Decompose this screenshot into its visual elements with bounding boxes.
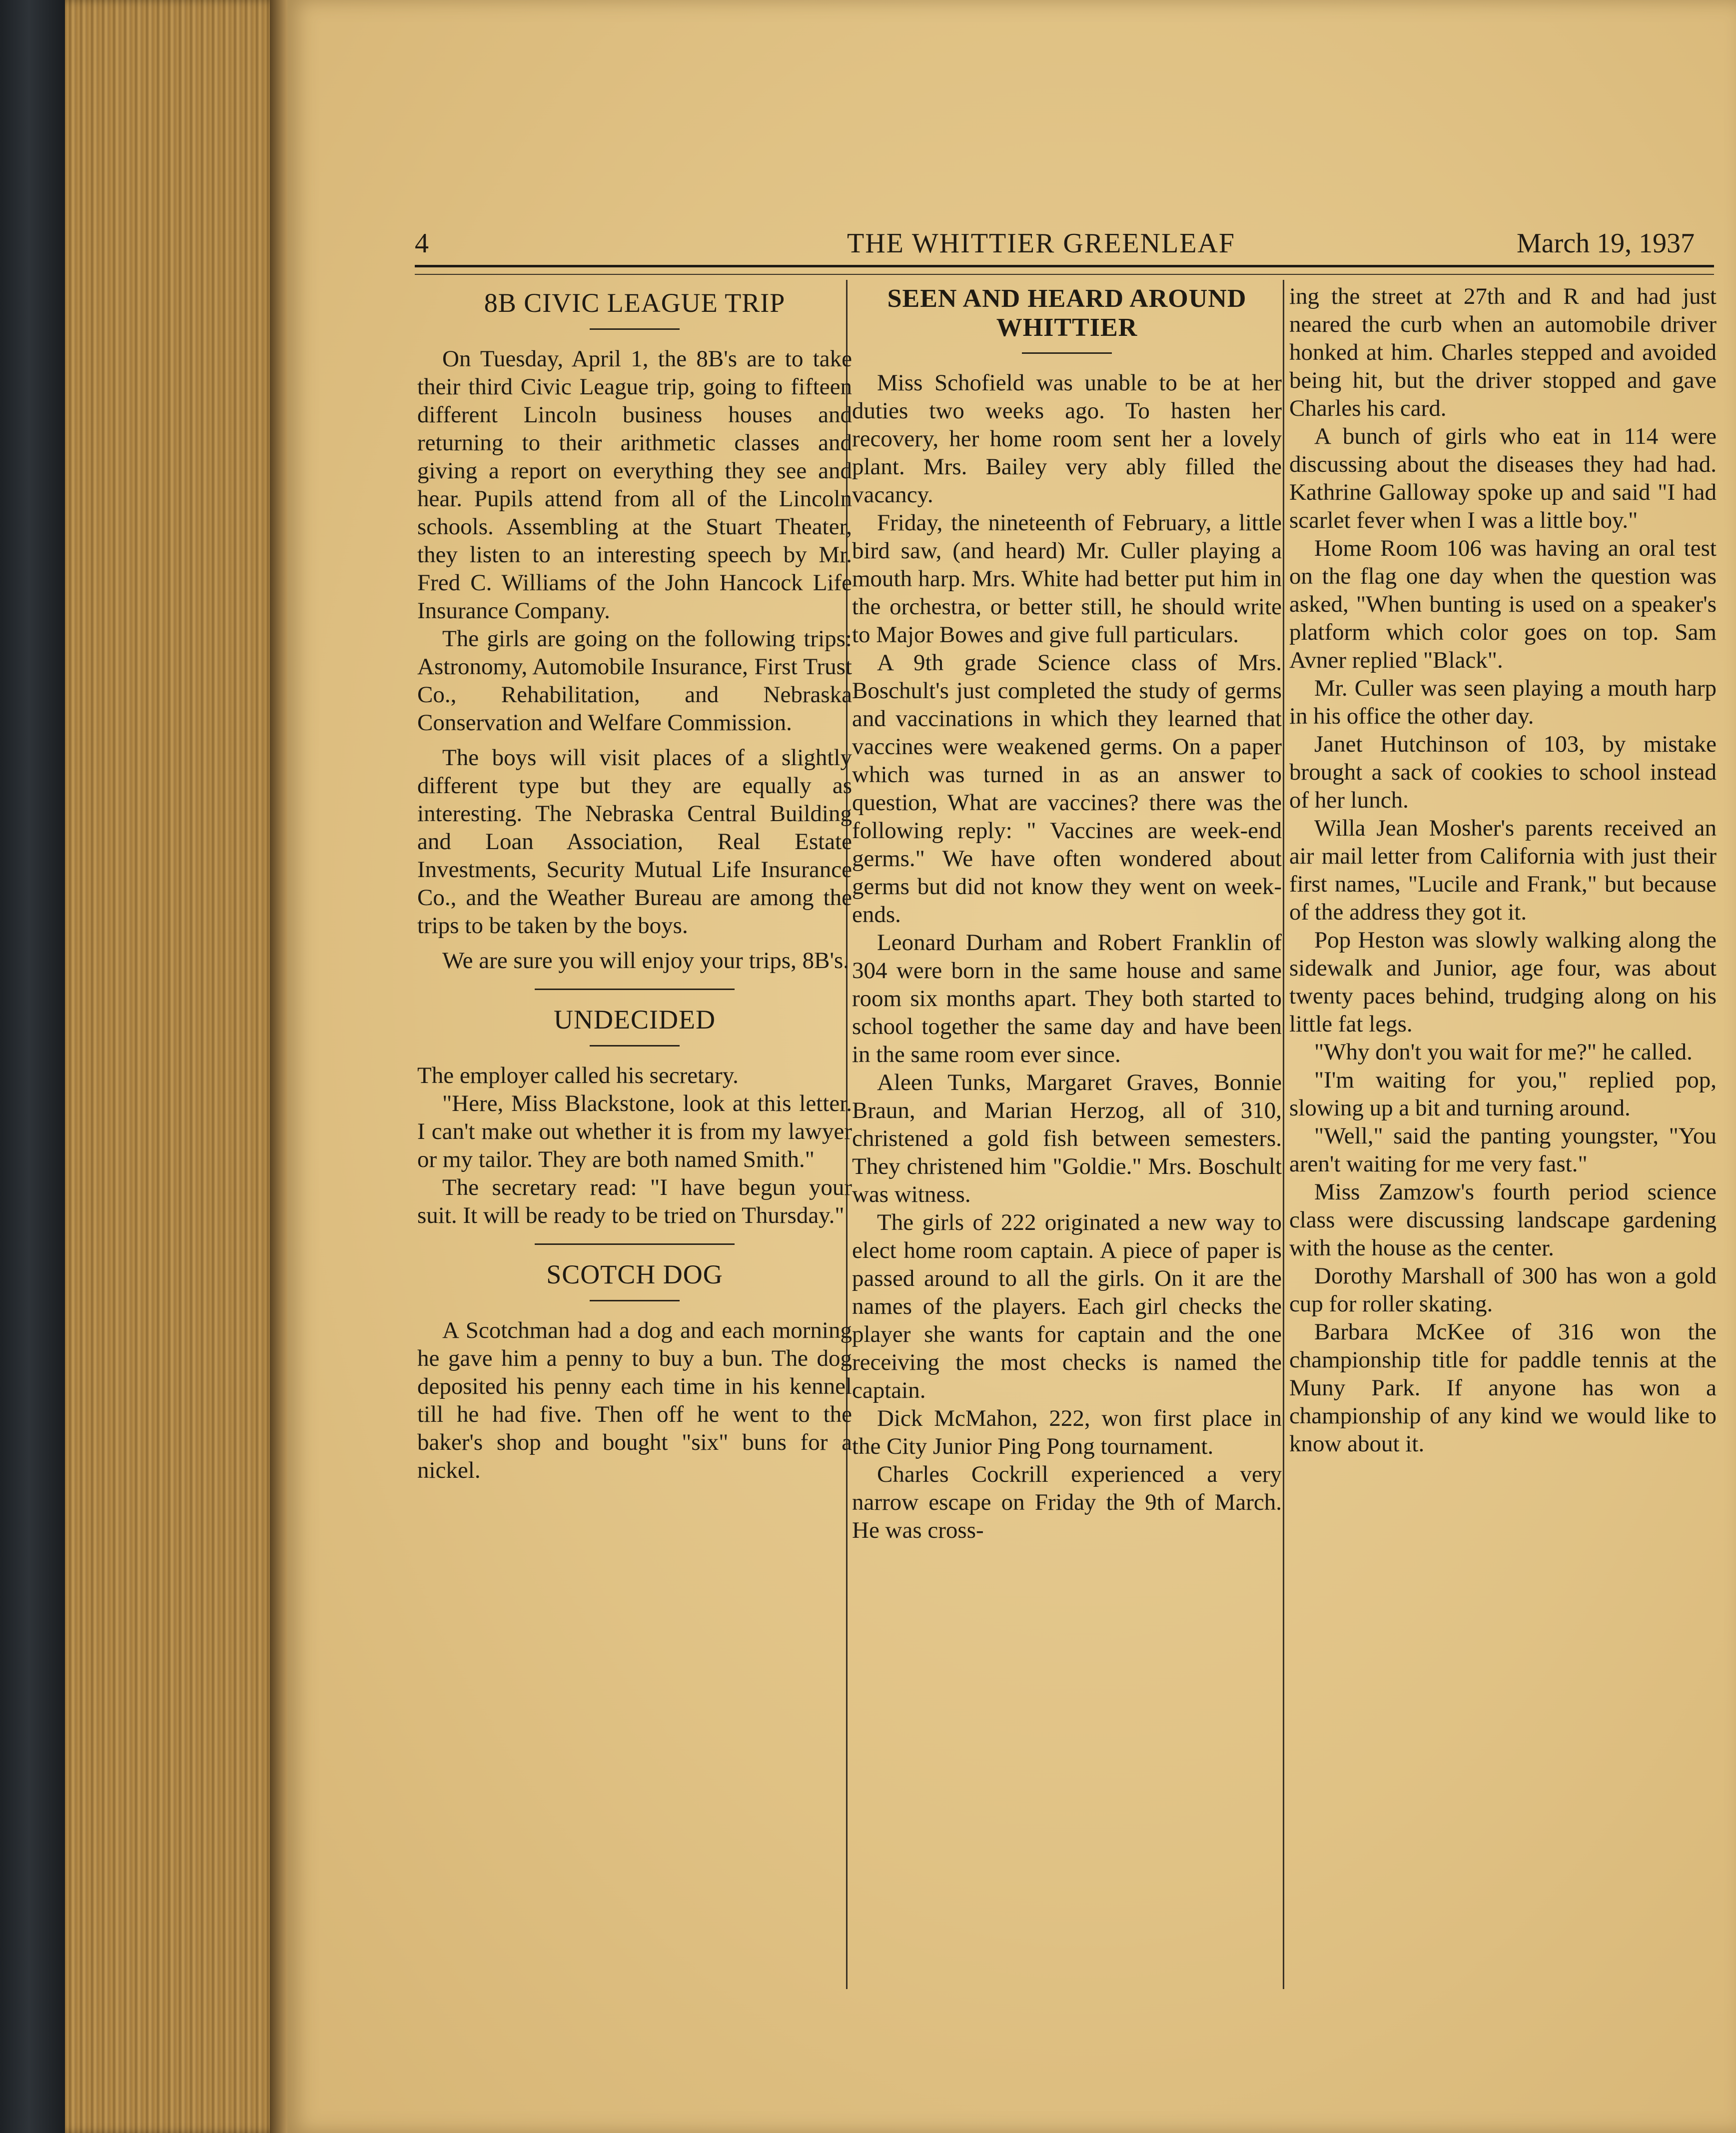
headline-rule: [590, 328, 680, 330]
article-paragraph: Dick McMahon, 222, won first place in the City Junior Ping Pong tournament.: [852, 1405, 1282, 1459]
issue-date: March 19, 1937: [1517, 228, 1695, 259]
headline-rule: [1022, 352, 1112, 354]
article-paragraph: On Tuesday, April 1, the 8B's are to take their third Civic League trip, going to fifteen different Lincoln business houses and returning to their arithmetic classes and giving a report on everything they see and hear. Pupils attend from all of the Lincoln schools. Assembling at the Stuart Theater, they listen to an interesting speech by Mr. Fred C. Williams of the John Hancock Life Insurance Company.: [417, 346, 852, 624]
column-3: [1289, 282, 1717, 1458]
column-separator-2: [1283, 280, 1284, 1989]
page-header: [415, 227, 1714, 267]
article-paragraph: "Why don't you wait for me?" he called.: [1314, 1039, 1693, 1065]
headline-rule: [590, 1300, 680, 1301]
page-stack-edges: [65, 0, 280, 2133]
article-continuation: ing the street at 27th and R and had just neared the curb when an automobile driver honked at him. Charles stepped and avoided being hit, but the driver stopped and gave Charles his card.: [1289, 283, 1717, 421]
headline-seen-and-heard: [852, 284, 1282, 342]
headline-civic-league: 8B CIVIC LEAGUE TRIP: [484, 288, 786, 318]
header-rule-thin: [415, 274, 1714, 275]
article-paragraph: Charles Cockrill experienced a very narrow escape on Friday the 9th of March. He was cross-: [852, 1461, 1282, 1543]
page-gutter: [270, 0, 290, 2133]
article-paragraph: Miss Zamzow's fourth period science class were discussing landscape gardening with the house as the center.: [1289, 1179, 1717, 1261]
article-paragraph: "I'm waiting for you," replied pop, slowing up a bit and turning around.: [1289, 1067, 1717, 1121]
article-paragraph: The boys will visit places of a slightly different type but they are equally as interesting. The Nebraska Central Building and Loan Association, Real Estate Investments, Security Mutual Life Insurance Co., and the Weather Bureau are among the trips to be taken by the boys.: [417, 745, 852, 939]
article-paragraph: The girls of 222 originated a new way to elect home room captain. A piece of paper is passed around to all the girls. On it are the names of the players. Each girl checks the player she wants for captain and the one receiving the most checks is named the captain.: [852, 1209, 1282, 1403]
article-paragraph: We are sure you will enjoy your trips, 8B's.: [442, 948, 849, 974]
book-binding: [0, 0, 65, 2133]
article-paragraph: A 9th grade Science class of Mrs. Boschult's just completed the study of germs and vaccinations in which they learned that vaccines were weakened germs. On a paper which was turned in as an answer to question, What are vaccines? there was the following reply: " Vaccines are week-end germs." We have often wondered about germs but did not know they went on week-ends.: [852, 650, 1282, 928]
article-paragraph: The employer called his secretary.: [417, 1063, 739, 1088]
column-2: [852, 282, 1282, 1544]
header-rule: [415, 265, 1714, 267]
article-paragraph: A Scotchman had a dog and each morning he gave him a penny to buy a bun. The dog deposited his penny each time in his kennel till he had five. Then off he went to the baker's shop and bought "six" buns for a nickel.: [417, 1317, 852, 1483]
headline-scotch-dog: SCOTCH DOG: [546, 1259, 723, 1289]
article-paragraph: The secretary read: "I have begun your suit. It will be ready to be tried on Thursday.": [417, 1174, 852, 1228]
article-paragraph: Home Room 106 was having an oral test on the flag one day when the question was asked, "When bunting is used on a speaker's platform which color goes on top. Sam Avner replied "Black".: [1289, 535, 1717, 673]
article-paragraph: Janet Hutchinson of 103, by mistake brought a sack of cookies to school instead of her lunch.: [1289, 731, 1717, 813]
article-paragraph: Mr. Culler was seen playing a mouth harp in his office the other day.: [1289, 675, 1717, 729]
article-paragraph: Dorothy Marshall of 300 has won a gold cup for roller skating.: [1289, 1263, 1717, 1317]
headline-undecided: UNDECIDED: [554, 1005, 716, 1035]
column-1: [417, 282, 852, 1484]
headline-rule: [590, 1045, 680, 1047]
article-paragraph: Barbara McKee of 316 won the championship title for paddle tennis at the Muny Park. If anyone has won a championship of any kind we would like to know about it.: [1289, 1319, 1717, 1457]
page-number: 4: [415, 228, 429, 259]
article-divider: [535, 989, 735, 990]
article-paragraph: Miss Schofield was unable to be at her duties two weeks ago. To hasten her recovery, her home room sent her a lovely plant. Mrs. Bailey very ably filled the vacancy.: [852, 370, 1282, 508]
article-paragraph: Friday, the nineteenth of February, a little bird saw, (and heard) Mr. Culler playing a mouth harp. Mrs. White had better put him in the orchestra, or better still, he should write to Major Bowes and give full particulars.: [852, 510, 1282, 648]
article-paragraph: Willa Jean Mosher's parents received an air mail letter from California with just their first names, "Lucile and Frank," but because of the address they got it.: [1289, 815, 1717, 925]
article-paragraph: "Well," said the panting youngster, "You aren't waiting for me very fast.": [1289, 1123, 1717, 1177]
headline-line: SEEN AND HEARD AROUND: [887, 284, 1247, 313]
article-paragraph: "Here, Miss Blackstone, look at this letter. I can't make out whether it is from my lawyer or my tailor. They are both named Smith.": [417, 1090, 852, 1172]
headline-line: WHITTIER: [996, 313, 1138, 342]
article-paragraph: Pop Heston was slowly walking along the sidewalk and Junior, age four, was about twenty paces behind, trudging along on his little fat legs.: [1289, 927, 1717, 1037]
article-divider: [535, 1243, 735, 1245]
article-paragraph: The girls are going on the following trips: Astronomy, Automobile Insurance, First Trust Co., Rehabilitation, and Nebraska Conservation and Welfare Commission.: [417, 626, 852, 736]
article-paragraph: Aleen Tunks, Margaret Graves, Bonnie Braun, and Marian Herzog, all of 310, christened a gold fish between semesters. They christened him "Goldie." Mrs. Boschult was witness.: [852, 1069, 1282, 1207]
newspaper-title: THE WHITTIER GREENLEAF: [847, 228, 1236, 259]
article-paragraph: A bunch of girls who eat in 114 were discussing about the diseases they had had. Kathrine Galloway spoke up and said "I had scarlet fever when I was a little boy.": [1289, 423, 1717, 533]
article-paragraph: Leonard Durham and Robert Franklin of 304 were born in the same house and same room six months apart. They both started to school together the same day and have been in the same room ever since.: [852, 930, 1282, 1067]
